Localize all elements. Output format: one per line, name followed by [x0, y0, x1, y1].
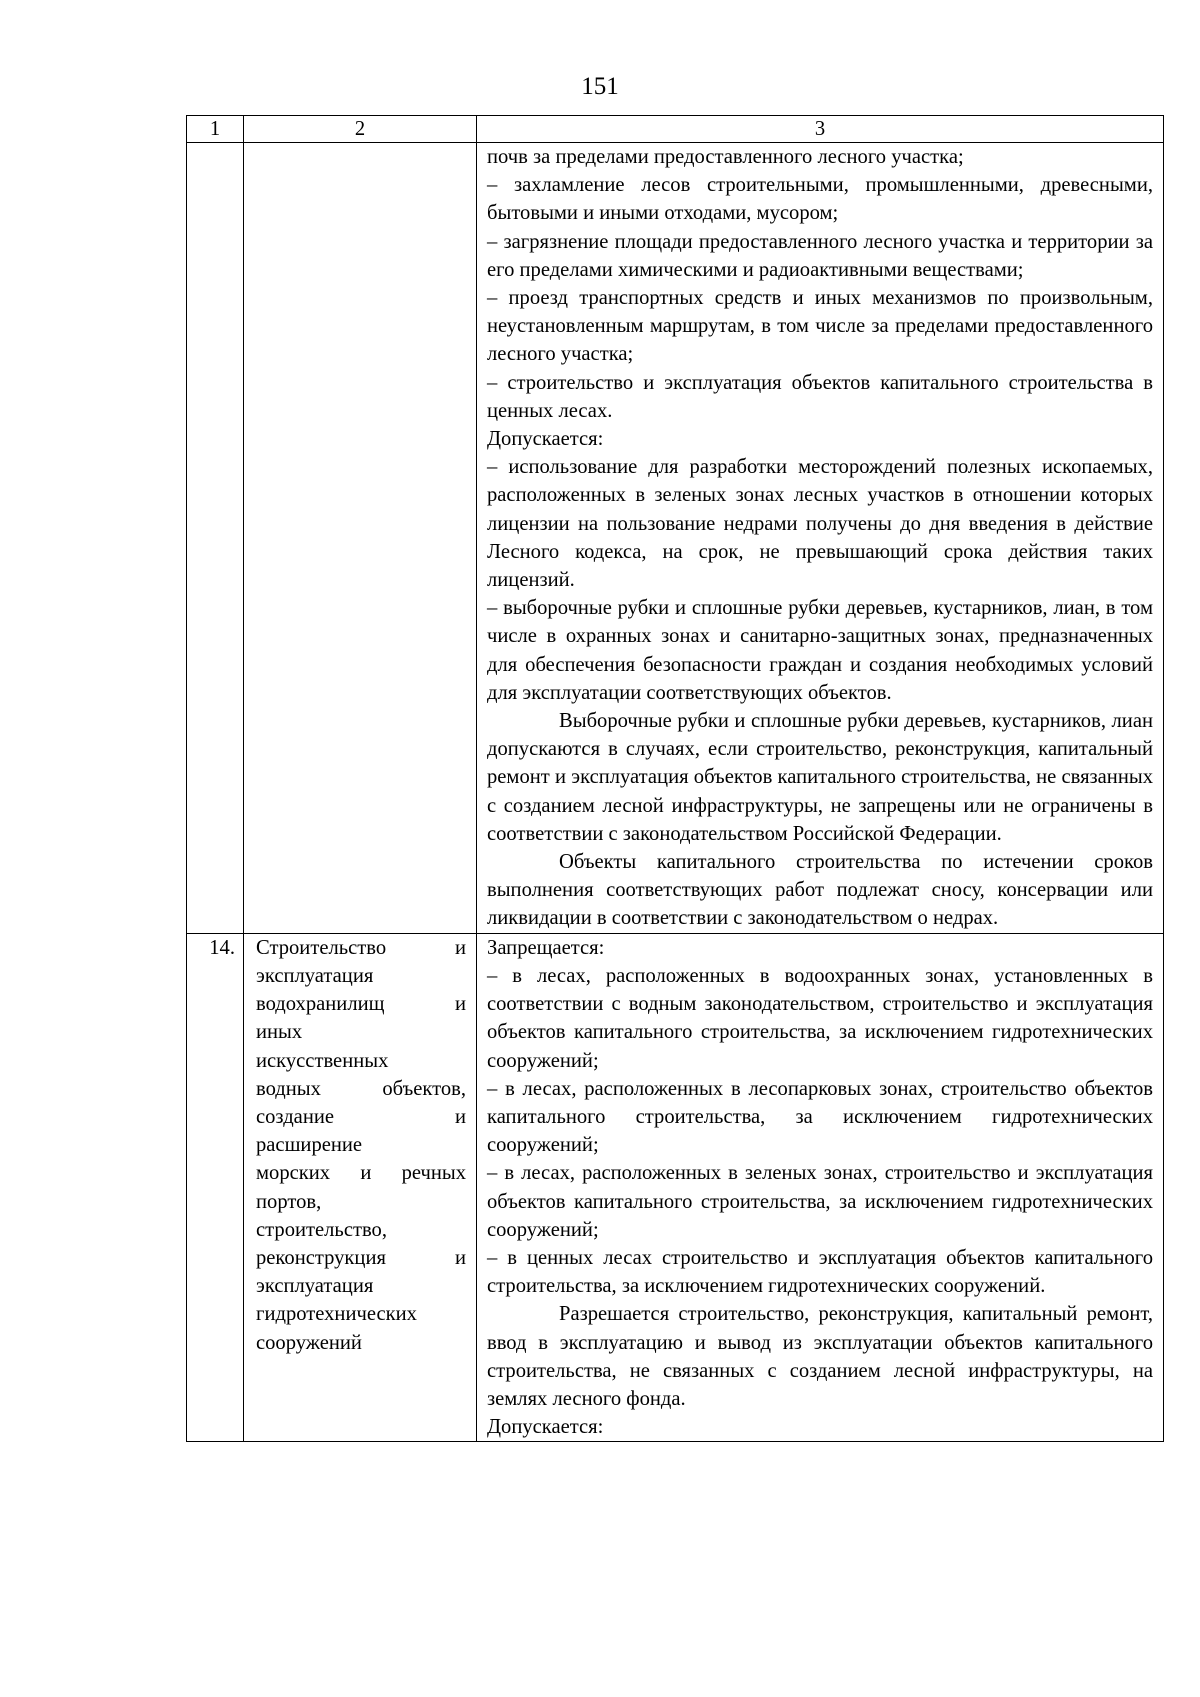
- activity-name-cell: [244, 933, 477, 1442]
- activity-name-line: создание и: [256, 1105, 466, 1128]
- header-cell-2: 2: [244, 116, 477, 143]
- activity-name-line: водных объектов,: [256, 1077, 466, 1100]
- header-cell-1: 1: [187, 116, 244, 143]
- paragraph: – проезд транспортных средств и иных механизмов по произвольным, неустановленным маршрутам, в том числе за пределами предоставленного лесного участка;: [487, 287, 1153, 366]
- row-number-cell: 14.: [187, 933, 244, 1442]
- activity-name-line: искусственных: [256, 1049, 389, 1072]
- activity-name-line: эксплуатация: [256, 964, 374, 987]
- header-cell-3: 3: [477, 116, 1164, 143]
- activity-name-line: морских и речных: [256, 1162, 466, 1185]
- paragraph: Выборочные рубки и сплошные рубки деревьев, кустарников, лиан допускаются в случаях, если строительство, реконструкция, капитальный ремонт и эксплуатация объектов капитального строительства, не связанных с созданием лесной инфраструктуры, не запрещены или не ограничены в соответствии с законодательством Российской Федерации.: [487, 710, 1153, 845]
- paragraph: – выборочные рубки и сплошные рубки деревьев, кустарников, лиан, в том числе в охранных зонах и санитарно-защитных зонах, предназначенных для обеспечения безопасности граждан и создания необходимых условий для эксплуатации соответствующих объектов.: [487, 597, 1153, 704]
- paragraph: – строительство и эксплуатация объектов капитального строительства в ценных лесах.: [487, 371, 1153, 422]
- activity-name-line: иных: [256, 1021, 303, 1044]
- activity-name-line: реконструкция и: [256, 1246, 466, 1269]
- paragraph: Объекты капитального строительства по истечении сроков выполнения соответствующих работ подлежат сносу, консервации или ликвидации в соответствии с законодательством о недрах.: [487, 851, 1153, 930]
- paragraph: Запрещается:: [487, 936, 605, 959]
- paragraph: – в ценных лесах строительство и эксплуатация объектов капитального строительства, за исключением гидротехнических сооружений.: [487, 1246, 1153, 1298]
- table-row-14: [187, 933, 1164, 1442]
- page-number: 151: [581, 73, 619, 100]
- paragraph: Допускается:: [487, 1416, 604, 1439]
- table-row-continued: [187, 143, 1164, 934]
- table-header-row: [187, 116, 1164, 143]
- activity-name-line: расширение: [256, 1134, 363, 1157]
- paragraph: почв за пределами предоставленного лесного участка;: [487, 146, 964, 168]
- requirements-cell: [477, 933, 1164, 1442]
- activity-name-line: строительство,: [256, 1218, 387, 1241]
- activity-name-line: эксплуатация: [256, 1275, 374, 1298]
- paragraph: – в лесах, расположенных в зеленых зонах, строительство и эксплуатация объектов капитального строительства, за исключением гидротехнических сооружений;: [487, 1162, 1153, 1241]
- activity-name-line: Строительство и: [256, 936, 466, 959]
- paragraph: – в лесах, расположенных в лесопарковых зонах, строительство объектов капитального строительства, за исключением гидротехнических сооружений;: [487, 1077, 1153, 1157]
- paragraph: – в лесах, расположенных в водоохранных зонах, установленных в соответствии с водным законодательством, строительство и эксплуатация объектов капитального строительства, за исключением гидротехнических сооружений;: [487, 964, 1153, 1072]
- activity-name-line: водохранилищ и: [256, 993, 466, 1016]
- requirements-cell: [477, 143, 1164, 934]
- activity-name-line: гидротехнических: [256, 1303, 417, 1326]
- paragraph: – захламление лесов строительными, промышленными, древесными, бытовыми и иными отходами, мусором;: [487, 174, 1153, 225]
- activity-name-line: портов,: [256, 1190, 322, 1213]
- regulation-table: [186, 115, 1164, 1442]
- row-number-cell: [187, 143, 244, 934]
- paragraph: – загрязнение площади предоставленного лесного участка и территории за его пределами химическими и радиоактивными веществами;: [487, 230, 1153, 281]
- paragraph: Допускается:: [487, 428, 604, 451]
- activity-name-cell: [244, 143, 477, 934]
- activity-name-line: сооружений: [256, 1331, 362, 1354]
- paragraph: – использование для разработки месторождений полезных ископаемых, расположенных в зеленых зонах лесных участков в отношении которых лицензии на пользование недрами получены до дня введения в действие Лесного кодекса, на срок, не превышающий срока действия таких лицензий.: [487, 456, 1153, 592]
- paragraph: Разрешается строительство, реконструкция, капитальный ремонт, ввод в эксплуатацию и вывод из эксплуатации объектов капитального строительства, не связанных с созданием лесной инфраструктуры, на землях лесного фонда.: [487, 1303, 1153, 1410]
